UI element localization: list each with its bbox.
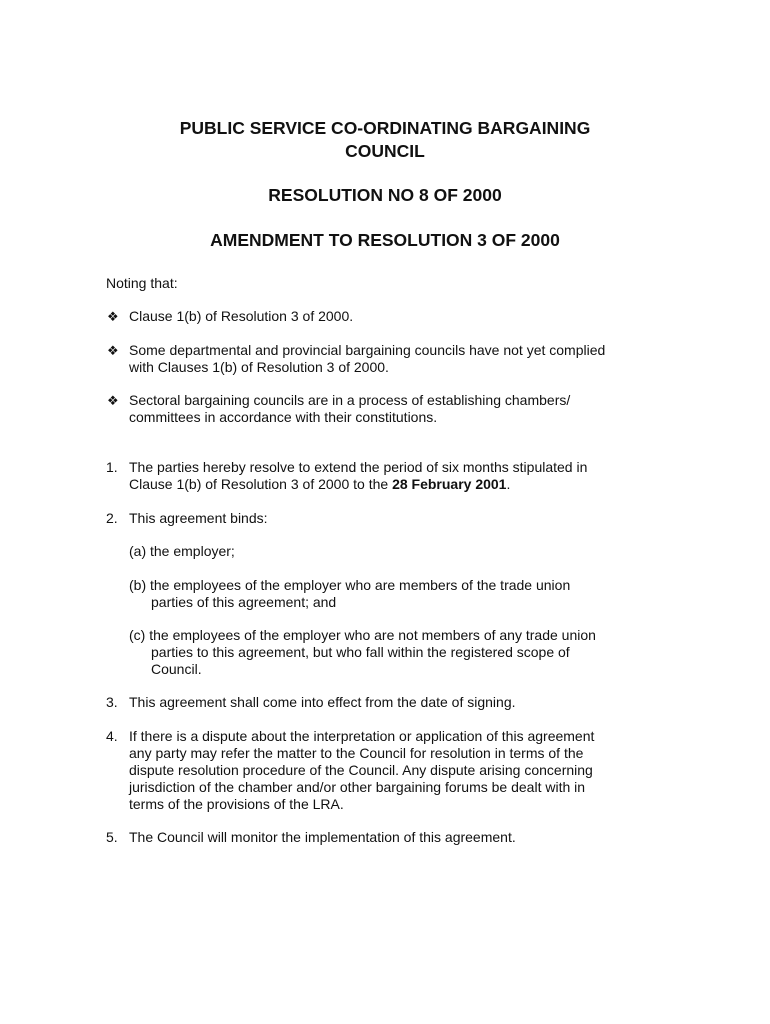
document-title-line-2: COUNCIL — [345, 141, 425, 161]
clause-text-line: dispute resolution procedure of the Council. Any dispute arising concerning — [129, 762, 593, 778]
clause-text-suffix: . — [506, 476, 511, 492]
bullet-text-line: Sectoral bargaining councils are in a process of establishing chambers/ — [129, 392, 571, 408]
binds-subitem-line: Council. — [151, 661, 202, 677]
clause-text-line: any party may refer the matter to the Council for resolution in terms of the — [129, 745, 584, 761]
bullet-text-line: Clause 1(b) of Resolution 3 of 2000. — [129, 308, 354, 324]
clause-text-line: The parties hereby resolve to extend the period of six months stipulated in — [129, 459, 588, 475]
clause-text-line: The Council will monitor the implementation of this agreement. — [129, 829, 516, 845]
noting-label: Noting that: — [106, 275, 178, 291]
diamond-bullet-icon: ❖ — [107, 309, 119, 324]
diamond-bullet-icon: ❖ — [107, 343, 119, 358]
clause-text-line: jurisdiction of the chamber and/or other bargaining forums be dealt with in — [129, 779, 586, 795]
binds-subitem-line: parties of this agreement; and — [151, 594, 337, 610]
deadline-date: 28 February 2001 — [392, 476, 507, 492]
diamond-bullet-icon: ❖ — [107, 393, 119, 408]
clause-text-line — [129, 476, 510, 493]
clause-number: 5. — [106, 829, 118, 845]
clause-number: 2. — [106, 510, 118, 526]
document-title-line-1: PUBLIC SERVICE CO-ORDINATING BARGAINING — [179, 118, 591, 138]
bullet-text-line: Some departmental and provincial bargaining councils have not yet complied — [129, 342, 606, 358]
clause-text-line: This agreement shall come into effect from the date of signing. — [129, 694, 516, 710]
binds-subitem-line: (a) the employer; — [129, 543, 235, 559]
clause-number: 4. — [106, 728, 118, 744]
amendment-heading: AMENDMENT TO RESOLUTION 3 OF 2000 — [210, 230, 560, 250]
binds-subitem-line: (c) the employees of the employer who are not members of any trade union — [129, 627, 596, 643]
clause-text-line: If there is a dispute about the interpretation or application of this agreement — [129, 728, 595, 744]
binds-subitem-line: parties to this agreement, but who fall within the registered scope of — [151, 644, 570, 660]
clause-text-line: terms of the provisions of the LRA. — [129, 796, 344, 812]
bullet-text-line: committees in accordance with their constitutions. — [129, 409, 438, 425]
clause-number: 3. — [106, 694, 118, 710]
bullet-text-line: with Clauses 1(b) of Resolution 3 of 2000. — [129, 359, 389, 375]
clause-text-line: This agreement binds: — [129, 510, 268, 526]
clause-text-prefix: Clause 1(b) of Resolution 3 of 2000 to the — [129, 476, 393, 492]
clause-number: 1. — [106, 459, 118, 475]
resolution-number-heading: RESOLUTION NO 8 OF 2000 — [268, 185, 502, 205]
binds-subitem-line: (b) the employees of the employer who are members of the trade union — [129, 577, 571, 593]
